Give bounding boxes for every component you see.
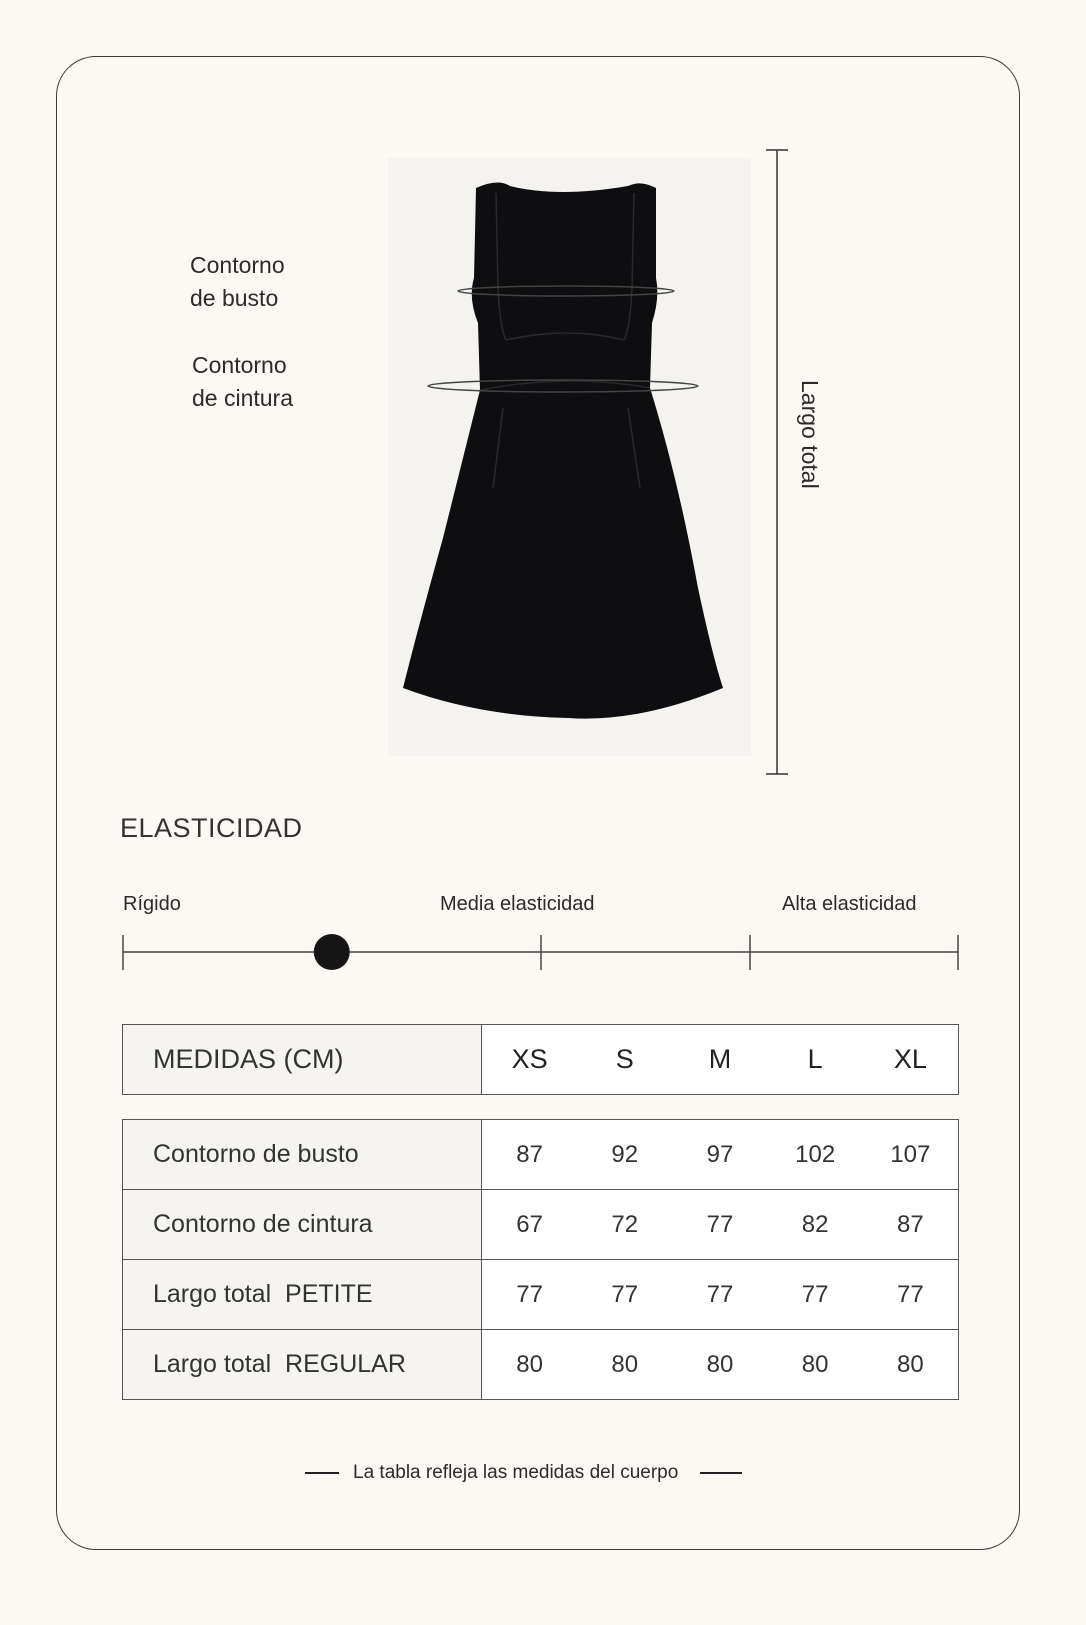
row-label: Largo total PETITE [123,1260,482,1330]
bust-label [190,249,285,315]
waist-label-line2: de cintura [192,385,294,411]
length-measure-line [762,146,792,778]
footnote-dash-left [305,1472,339,1474]
footnote-text: La tabla refleja las medidas del cuerpo [353,1462,679,1483]
size-l: L [807,1044,823,1074]
table-row [123,1330,959,1400]
cell-value: 80 [611,1350,639,1378]
footnote [305,1462,742,1484]
cell-value: 77 [516,1280,543,1308]
size-xs: XS [511,1044,548,1074]
cell-value: 80 [706,1350,734,1378]
elasticity-mid-label: Media elasticidad [440,893,595,915]
cell-value: 77 [896,1280,924,1308]
cell-value: 102 [795,1140,836,1168]
cell-value: 97 [706,1140,734,1168]
row-label: Contorno de busto [123,1120,482,1190]
elasticity-right-label: Alta elasticidad [782,893,917,915]
cell-value: 87 [896,1210,924,1238]
cell-value: 107 [890,1140,931,1168]
elasticity-title: ELASTICIDAD [120,813,303,843]
bust-label-line1: Contorno [190,252,285,278]
cell-value: 77 [706,1210,734,1238]
cell-value: 77 [706,1280,734,1308]
footnote-dash-right [700,1472,742,1474]
cell-value: 80 [896,1350,924,1378]
cell-value: 87 [516,1140,543,1168]
size-values-table [122,1119,959,1400]
cell-value: 80 [516,1350,543,1378]
row-label: Largo total REGULAR [123,1330,482,1400]
row-label: Contorno de cintura [123,1190,482,1260]
cell-value: 80 [801,1350,829,1378]
cell-value: 82 [801,1210,829,1238]
cell-value: 67 [516,1210,543,1238]
cell-value: 77 [611,1280,639,1308]
size-m: M [708,1044,732,1074]
table-row [123,1120,959,1190]
size-s: S [615,1044,634,1074]
waist-label-line1: Contorno [192,352,287,378]
cell-value: 77 [801,1280,829,1308]
cell-value: 72 [611,1210,639,1238]
size-columns [482,1044,958,1075]
bust-label-line2: de busto [190,285,279,311]
elasticity-marker [314,934,350,970]
elasticity-scale [120,930,962,974]
dress-image [388,158,751,756]
measurements-header: MEDIDAS (CM) [123,1025,482,1095]
waist-label [192,349,293,415]
table-row [123,1190,959,1260]
size-xl: XL [893,1044,927,1074]
size-header-table [122,1024,959,1095]
elasticity-left-label: Rígido [123,893,181,915]
length-label: Largo total [797,380,823,489]
table-row [123,1260,959,1330]
cell-value: 92 [611,1140,639,1168]
